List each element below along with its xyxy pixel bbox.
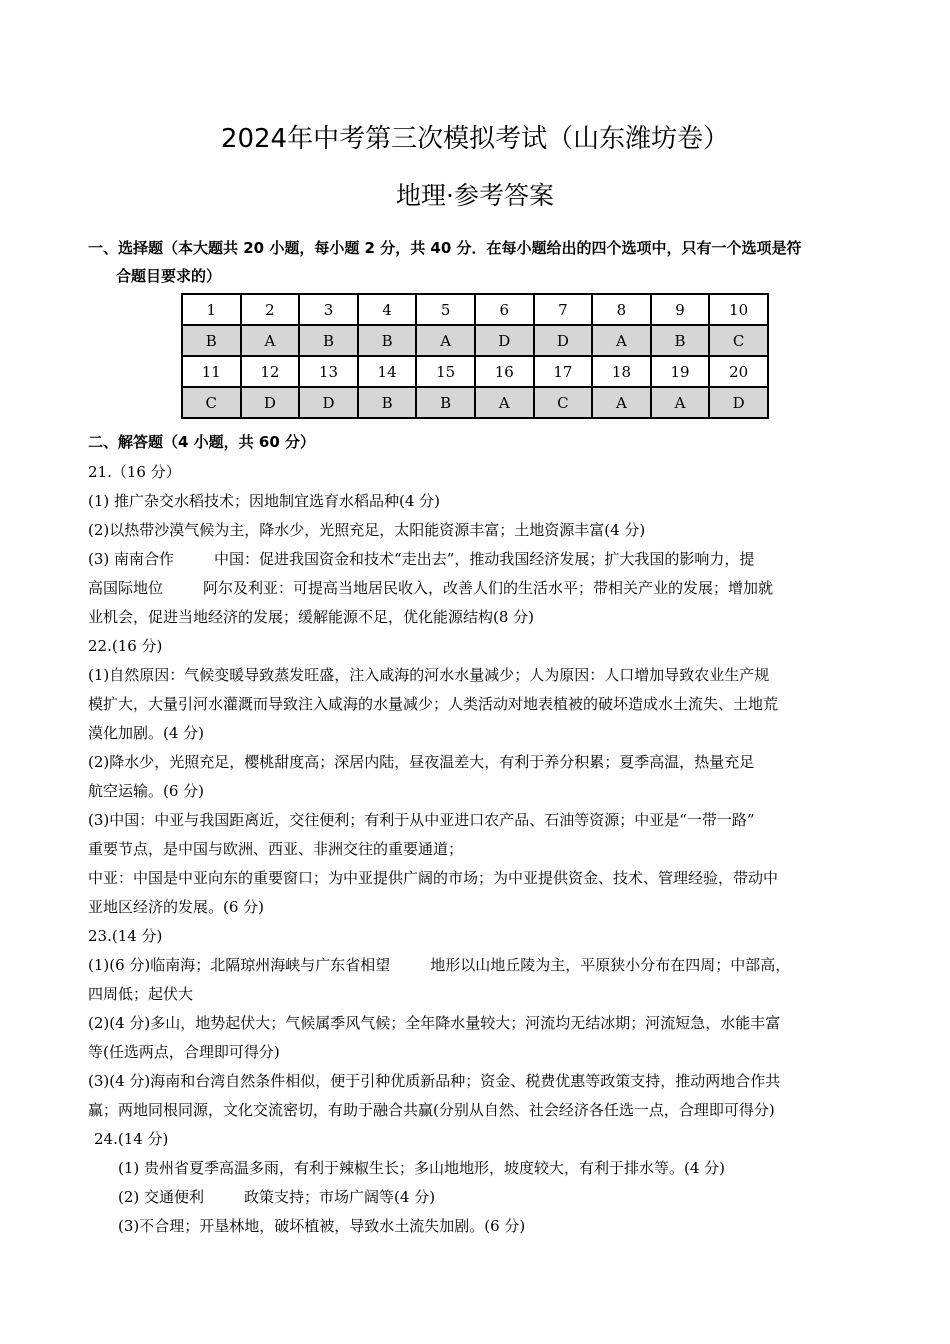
q22-heading: 22.(16 分) (88, 637, 163, 655)
table-cell: A (475, 387, 534, 418)
q23-part3-line1: (3)(4 分)海南和台湾自然条件相似，便于引种优质新品种；资金、税费优惠等政策支持，推动两地合作共 (88, 1072, 781, 1090)
q22-part3-line1: (3)中国：中亚与我国距离近，交往便利；有利于从中亚进口农产品、石油等资源；中亚是“一带一路” (88, 811, 755, 829)
table-cell: D (709, 387, 768, 418)
table-cell: 18 (592, 356, 651, 387)
q21-part1: (1) 推广杂交水稻技术；因地制宜选育水稻品种(4 分) (88, 492, 441, 510)
table-row-answers-1 (182, 325, 768, 356)
q22-part1-line2: 模扩大，大量引河水灌溉而导致注入咸海的水量减少；人类活动对地表植被的破坏造成水土流失、土地荒 (88, 695, 779, 713)
table-cell: C (182, 387, 241, 418)
table-cell: 4 (358, 294, 417, 325)
table-cell: 12 (241, 356, 300, 387)
q21-part3-c: 高国际地位 (88, 579, 164, 597)
table-cell: D (241, 387, 300, 418)
q22-part1-line3: 漠化加剧。(4 分) (88, 724, 205, 742)
table-cell: 14 (358, 356, 417, 387)
q21-part3-line2 (88, 574, 878, 603)
q21-part3-line1 (88, 545, 878, 574)
table-cell: 10 (709, 294, 768, 325)
table-cell: B (651, 325, 710, 356)
table-cell: 6 (475, 294, 534, 325)
q22-part3-line3: 中亚：中国是中亚向东的重要窗口；为中亚提供广阔的市场；为中亚提供资金、技术、管理经验，带动中 (88, 869, 779, 887)
table-cell: 15 (416, 356, 475, 387)
q24-heading: 24.(14 分) (94, 1130, 169, 1148)
page-subtitle: 地理·参考答案 (396, 181, 554, 210)
q23-part3-line2: 赢；两地同根同源，文化交流密切，有助于融合共赢(分别从自然、社会经济各任选一点，合理即可得分) (88, 1101, 775, 1119)
q21-part2: (2)以热带沙漠气候为主，降水少，光照充足，太阳能资源丰富；土地资源丰富(4 分) (88, 521, 646, 539)
table-cell: B (358, 325, 417, 356)
table-cell: C (534, 387, 593, 418)
table-cell: 19 (651, 356, 710, 387)
table-cell: D (534, 325, 593, 356)
q21-heading: 21.（16 分） (88, 463, 181, 481)
table-cell: 16 (475, 356, 534, 387)
q24-part2-b: 政策支持；市场广阔等(4 分) (244, 1188, 436, 1206)
q21-part3-d: 阿尔及利亚：可提高当地居民收入，改善人们的生活水平；带相关产业的发展；增加就 (203, 579, 774, 597)
table-cell: 8 (592, 294, 651, 325)
answer-content (88, 458, 878, 1241)
answer-table (181, 293, 769, 419)
table-cell: 2 (241, 294, 300, 325)
q21-part3-b: 中国：促进我国资金和技术“走出去”，推动我国经济发展；扩大我国的影响力，提 (214, 550, 755, 568)
q22-part2-line2: 航空运输。(6 分) (88, 782, 205, 800)
table-cell: D (299, 387, 358, 418)
q23-part2-line2: 等(任选两点，合理即可得分) (88, 1043, 280, 1061)
q23-part2-line1: (2)(4 分)多山，地势起伏大；气候属季风气候；全年降水量较大；河流均无结冰期；河流短急，水能丰富 (88, 1014, 781, 1032)
table-row-numbers-2 (182, 356, 768, 387)
q24-part3: (3)不合理；开垦林地，破坏植被，导致水土流失加剧。(6 分) (118, 1217, 526, 1235)
table-cell: A (416, 325, 475, 356)
table-cell: 13 (299, 356, 358, 387)
q22-part1-line1: (1)自然原因：气候变暖导致蒸发旺盛，注入咸海的河水水量减少；人为原因：人口增加导致农业生产规 (88, 666, 770, 684)
q24-part1: (1) 贵州省夏季高温多雨，有利于辣椒生长；多山地地形，坡度较大，有利于排水等。(4 分) (118, 1159, 726, 1177)
table-cell: A (241, 325, 300, 356)
q24-part2-a: (2) 交通便利 (118, 1188, 205, 1206)
table-cell: B (358, 387, 417, 418)
table-cell: B (299, 325, 358, 356)
page-title: 2024年中考第三次模拟考试（山东潍坊卷） (220, 124, 730, 154)
table-cell: 11 (182, 356, 241, 387)
table-cell: 20 (709, 356, 768, 387)
section-heading-choice-line2: 合题目要求的） (116, 267, 222, 285)
table-cell: B (182, 325, 241, 356)
table-cell: 9 (651, 294, 710, 325)
table-cell: 17 (534, 356, 593, 387)
q23-part1-a: (1)(6 分)临南海；北隔琼州海峡与广东省相望 (88, 956, 391, 974)
q23-part1-b: 地形以山地丘陵为主，平原狭小分布在四周；中部高， (430, 956, 791, 974)
table-cell: C (709, 325, 768, 356)
table-row-numbers-1 (182, 294, 768, 325)
table-cell: 5 (416, 294, 475, 325)
table-cell: A (651, 387, 710, 418)
q22-part2-line1: (2)降水少，光照充足，樱桃甜度高；深居内陆，昼夜温差大，有利于养分积累；夏季高温，热量充足 (88, 753, 755, 771)
q22-part3-line2: 重要节点，是中国与欧洲、西亚、非洲交往的重要通道； (88, 840, 464, 858)
q21-part3-a: (3) 南南合作 (88, 550, 175, 568)
table-cell: 1 (182, 294, 241, 325)
table-cell: B (416, 387, 475, 418)
table-row-answers-2 (182, 387, 768, 418)
q22-part3-line4: 亚地区经济的发展。(6 分) (88, 898, 265, 916)
table-cell: A (592, 387, 651, 418)
table-cell: 3 (299, 294, 358, 325)
table-cell: A (592, 325, 651, 356)
section-heading-choice (88, 234, 878, 290)
q23-heading: 23.(14 分) (88, 927, 163, 945)
section-heading-choice-line1: 一、选择题（本大题共 20 小题，每小题 2 分，共 40 分．在每小题给出的四个选项中，只有一个选项是符 (88, 239, 802, 257)
q21-part3-line3: 业机会，促进当地经济的发展；缓解能源不足，优化能源结构(8 分) (88, 608, 535, 626)
section-heading-answer: 二、解答题（4 小题，共 60 分） (88, 433, 315, 451)
table-cell: D (475, 325, 534, 356)
q23-part1-line1 (88, 951, 878, 980)
q24-part2 (88, 1183, 878, 1212)
table-cell: 7 (534, 294, 593, 325)
q23-part1-line2: 四周低；起伏大 (88, 985, 194, 1003)
